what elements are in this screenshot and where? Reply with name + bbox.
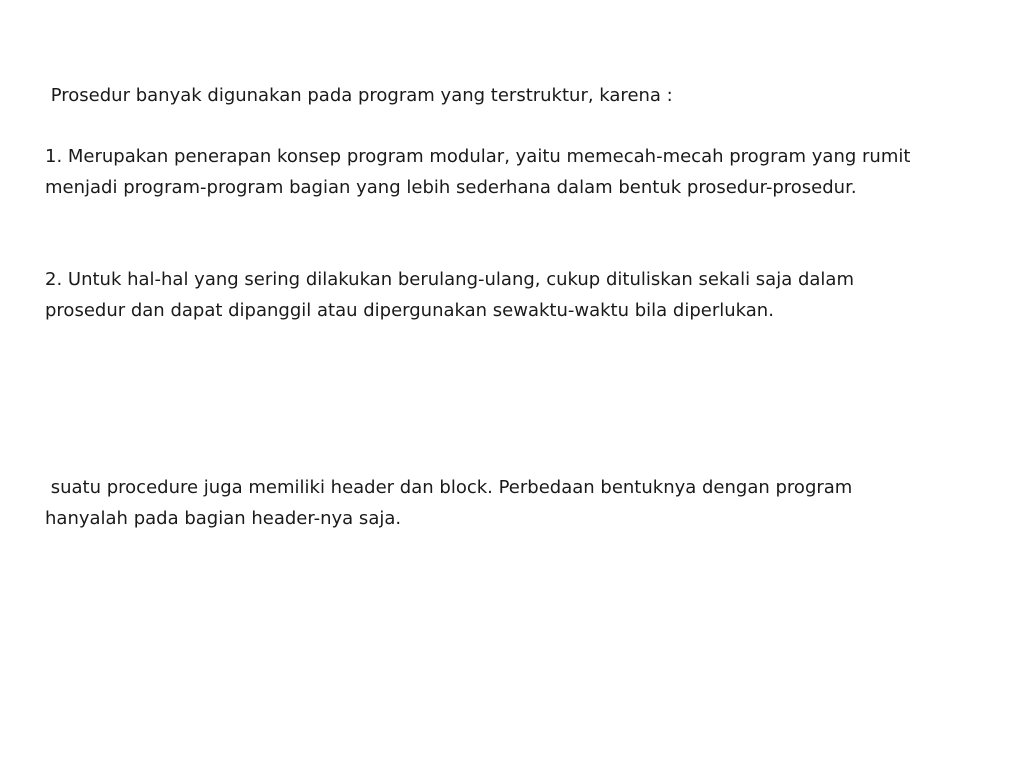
intro-paragraph: Prosedur banyak digunakan pada program yang terstruktur, karena :: [45, 85, 673, 106]
point-1-paragraph: 1. Merupakan penerapan konsep program modular, yaitu memecah-mecah program yang rumit menjadi program-program bagian yang lebih sederhana dalam bentuk prosedur-prosedur.: [45, 146, 917, 198]
closing-paragraph: suatu procedure juga memiliki header dan block. Perbedaan bentuknya dengan program hanyalah pada bagian header-nya saja.: [45, 477, 859, 529]
point-2-paragraph: 2. Untuk hal-hal yang sering dilakukan berulang-ulang, cukup dituliskan sekali saja dalam prosedur dan dapat dipanggil atau dipergunakan sewaktu-waktu bila diperlukan.: [45, 269, 860, 321]
